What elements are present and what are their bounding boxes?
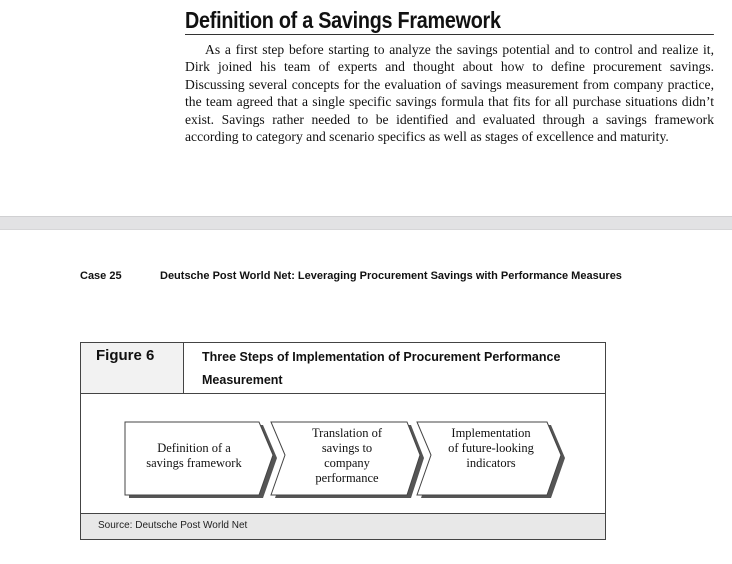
case-title: Deutsche Post World Net: Leveraging Procurement Savings with Performance Measures (160, 270, 622, 282)
page-separator (0, 216, 732, 230)
upper-page (0, 0, 732, 216)
figure-box (80, 342, 606, 540)
figure-title: Three Steps of Implementation of Procurement Performance Measurement (202, 350, 561, 387)
figure-source (81, 513, 605, 539)
figure-source-text: Source: Deutsche Post World Net (98, 520, 248, 531)
step-2-text: Translation of savings to company performance (311, 426, 383, 485)
section-title: Definition of a Savings Framework (185, 6, 714, 35)
figure-diagram (81, 394, 605, 514)
figure-label: Figure 6 (96, 347, 155, 364)
figure-label-box (81, 343, 184, 393)
step-3-text: Implementation of future-looking indicators (448, 426, 534, 470)
step-1-text: Definition of a savings framework (146, 441, 242, 470)
case-number: Case 25 (80, 270, 122, 282)
running-head (80, 270, 622, 282)
body-paragraph: As a first step before starting to analyze the savings potential and to control and realize it, Dirk joined his team of experts and thought about how to define procurement savings. Discussing several concepts for the evaluation of savings measurement from company practice, the team agreed that a single specific savings formula that fits for all purchase situations didn’t exist. Savings rather needed to be identified and evaluated through a savings framework according to category and scenario specifics as well as stages of excellence and maturity. (185, 42, 714, 145)
figure-header (81, 343, 605, 394)
